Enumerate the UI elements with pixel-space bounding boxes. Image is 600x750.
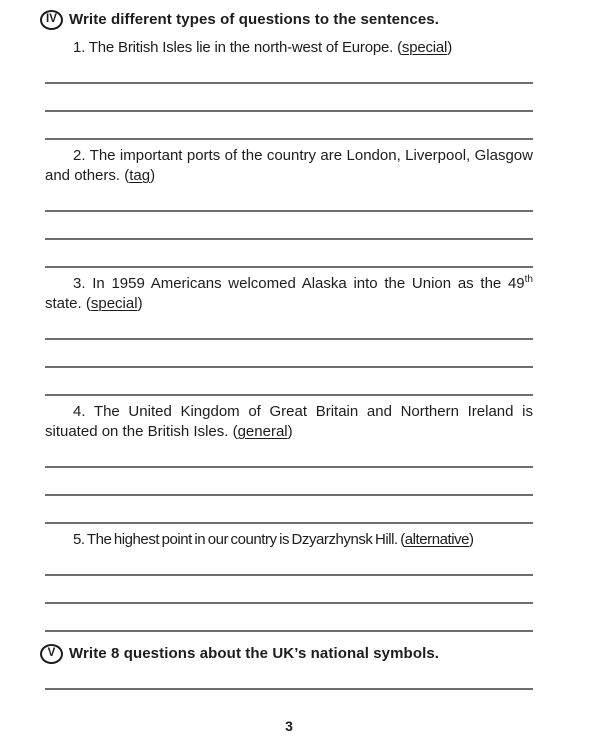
question-type-term-1: special (401, 39, 448, 56)
sentence-3-close: ) (137, 295, 143, 312)
task-iv-header (40, 10, 533, 30)
sentence-4-close: ) (287, 423, 293, 440)
answer-line (45, 110, 533, 112)
sentence-item-3 (45, 274, 533, 314)
answer-line (45, 394, 533, 396)
task-iv-numeral-circle (40, 10, 63, 30)
question-type-term-4: general (237, 423, 288, 440)
task-v-numeral: V (47, 647, 56, 660)
answer-line (45, 494, 533, 496)
sentence-item-5 (45, 530, 533, 550)
page-number: 3 (285, 718, 293, 734)
sentence-1-close: ) (447, 39, 452, 56)
answer-line (45, 602, 533, 604)
answer-line (45, 574, 533, 576)
answer-line (45, 466, 533, 468)
sentence-2-text: 2. The important ports of the country are London, Liverpool, Glasgow and others. ( (45, 147, 533, 184)
task-v-title: Write 8 questions about the UK’s national symbols. (69, 645, 440, 662)
task-v-header (40, 644, 533, 664)
sentence-4-text: 4. The United Kingdom of Great Britain and Northern Ireland is situated on the British Isles. ( (45, 403, 533, 440)
answer-line (45, 366, 533, 368)
answer-line (45, 210, 533, 212)
answer-line (45, 688, 533, 690)
answer-line (45, 266, 533, 268)
answer-line (45, 338, 533, 340)
sentence-1-text: 1. The British Isles lie in the north-west of Europe. ( (73, 39, 402, 56)
question-type-term-5: alternative (404, 531, 470, 548)
sentence-2-close: ) (150, 167, 156, 184)
answer-line (45, 238, 533, 240)
sentence-item-4 (45, 402, 533, 442)
sentence-item-1 (45, 38, 533, 58)
task-iv-numeral: IV (45, 13, 58, 26)
sentence-3-mid: state. ( (45, 295, 91, 312)
sentence-5-close: ) (469, 531, 474, 548)
answer-line (45, 138, 533, 140)
sentence-5-text: 5. The highest point in our country is Dzyarzhynsk Hill. ( (73, 531, 405, 548)
answer-line (45, 522, 533, 524)
task-v-numeral-circle (40, 644, 63, 664)
ordinal-superscript: th (524, 274, 533, 285)
answer-line (45, 630, 533, 632)
question-type-term-2: tag (129, 167, 151, 184)
sentence-item-2 (45, 146, 533, 186)
answer-line (45, 82, 533, 84)
sentence-3-text: 3. In 1959 Americans welcomed Alaska into the Union as the 49 (73, 275, 525, 292)
question-type-term-3: special (90, 295, 138, 312)
task-iv-title: Write different types of questions to the sentences. (69, 11, 439, 28)
